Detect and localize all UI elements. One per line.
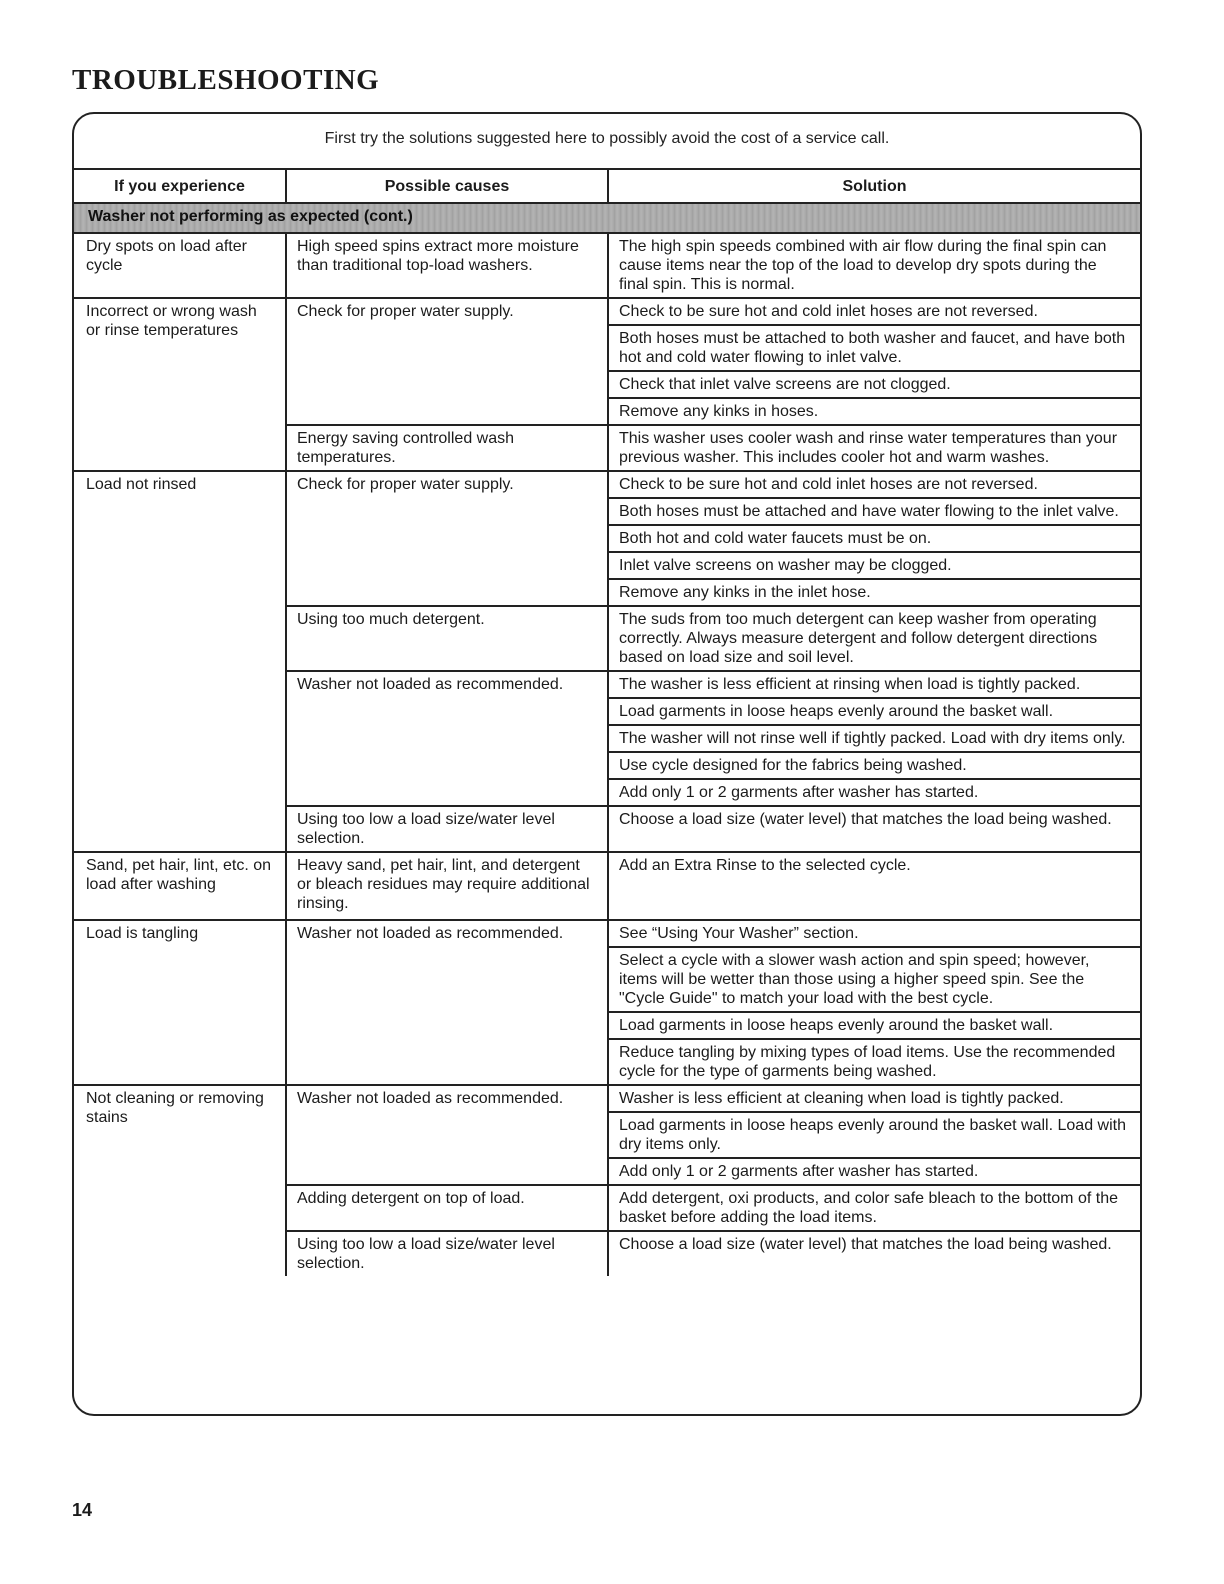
solution-cell: Both hoses must be attached to both washer and faucet, and have both hot and cold water flowing to inlet valve. [608, 325, 1140, 371]
cause-cell: Washer not loaded as recommended. [286, 920, 608, 1085]
header-solution: Solution [608, 169, 1140, 203]
solution-cell: This washer uses cooler wash and rinse water temperatures than your previous washer. This includes cooler hot and warm washes. [608, 425, 1140, 471]
troubleshooting-table [74, 168, 1140, 1276]
experience-cell: Not cleaning or removing stains [74, 1085, 286, 1276]
solution-cell: Add only 1 or 2 garments after washer has started. [608, 779, 1140, 806]
solution-cell: Both hoses must be attached and have water flowing to the inlet valve. [608, 498, 1140, 525]
cause-cell: Using too low a load size/water level selection. [286, 806, 608, 852]
solution-cell: Reduce tangling by mixing types of load items. Use the recommended cycle for the type of garments being washed. [608, 1039, 1140, 1085]
solution-cell: Check to be sure hot and cold inlet hoses are not reversed. [608, 471, 1140, 498]
solution-cell: Choose a load size (water level) that matches the load being washed. [608, 806, 1140, 852]
cause-cell: Heavy sand, pet hair, lint, and detergent or bleach residues may require additional rinsing. [286, 852, 608, 920]
solution-cell: Select a cycle with a slower wash action and spin speed; however, items will be wetter than those using a higher speed spin. See the "Cycle Guide" to match your load with the best cycle. [608, 947, 1140, 1012]
solution-cell: Load garments in loose heaps evenly around the basket wall. [608, 698, 1140, 725]
table-row [74, 471, 1140, 498]
header-row [74, 169, 1140, 203]
cause-cell: Check for proper water supply. [286, 298, 608, 425]
table-row [74, 298, 1140, 325]
solution-cell: Check that inlet valve screens are not clogged. [608, 371, 1140, 398]
experience-cell: Sand, pet hair, lint, etc. on load after washing [74, 852, 286, 920]
table-row [74, 920, 1140, 947]
solution-cell: Load garments in loose heaps evenly around the basket wall. [608, 1012, 1140, 1039]
solution-cell: Both hot and cold water faucets must be on. [608, 525, 1140, 552]
intro-text: First try the solutions suggested here to possibly avoid the cost of a service call. [324, 130, 890, 147]
experience-cell: Dry spots on load after cycle [74, 233, 286, 298]
solution-cell: Remove any kinks in the inlet hose. [608, 579, 1140, 606]
header-experience: If you experience [74, 169, 286, 203]
header-causes: Possible causes [286, 169, 608, 203]
experience-cell: Load not rinsed [74, 471, 286, 852]
section-title: Washer not performing as expected (cont.) [74, 203, 1140, 233]
table-row [74, 1085, 1140, 1112]
solution-cell: Add detergent, oxi products, and color safe bleach to the bottom of the basket before adding the load items. [608, 1185, 1140, 1231]
solution-cell: Add an Extra Rinse to the selected cycle. [608, 852, 1140, 920]
solution-cell: The washer is less efficient at rinsing when load is tightly packed. [608, 671, 1140, 698]
solution-cell: Add only 1 or 2 garments after washer has started. [608, 1158, 1140, 1185]
table-row [74, 233, 1140, 298]
experience-cell: Incorrect or wrong wash or rinse temperatures [74, 298, 286, 471]
cause-cell: Washer not loaded as recommended. [286, 1085, 608, 1185]
section-header-row [74, 203, 1140, 233]
solution-cell: The high spin speeds combined with air flow during the final spin can cause items near the top of the load to develop dry spots during the final spin. This is normal. [608, 233, 1140, 298]
cause-cell: Using too much detergent. [286, 606, 608, 671]
cause-cell: Energy saving controlled wash temperatures. [286, 425, 608, 471]
solution-cell: Choose a load size (water level) that matches the load being washed. [608, 1231, 1140, 1276]
solution-cell: Remove any kinks in hoses. [608, 398, 1140, 425]
solution-cell: Use cycle designed for the fabrics being washed. [608, 752, 1140, 779]
solution-cell: See “Using Your Washer” section. [608, 920, 1140, 947]
solution-cell: Inlet valve screens on washer may be clogged. [608, 552, 1140, 579]
cause-cell: Using too low a load size/water level selection. [286, 1231, 608, 1276]
solution-cell: Washer is less efficient at cleaning when load is tightly packed. [608, 1085, 1140, 1112]
experience-cell: Load is tangling [74, 920, 286, 1085]
solution-cell: The suds from too much detergent can keep washer from operating correctly. Always measure detergent and follow detergent directions based on load size and soil level. [608, 606, 1140, 671]
cause-cell: Adding detergent on top of load. [286, 1185, 608, 1231]
page-title: TROUBLESHOOTING [72, 64, 380, 96]
table-row [74, 852, 1140, 920]
solution-cell: Load garments in loose heaps evenly around the basket wall. Load with dry items only. [608, 1112, 1140, 1158]
solution-cell: The washer will not rinse well if tightly packed. Load with dry items only. [608, 725, 1140, 752]
cause-cell: Washer not loaded as recommended. [286, 671, 608, 806]
cause-cell: High speed spins extract more moisture than traditional top-load washers. [286, 233, 608, 298]
solution-cell: Check to be sure hot and cold inlet hoses are not reversed. [608, 298, 1140, 325]
page-number: 14 [72, 1500, 93, 1520]
cause-cell: Check for proper water supply. [286, 471, 608, 606]
